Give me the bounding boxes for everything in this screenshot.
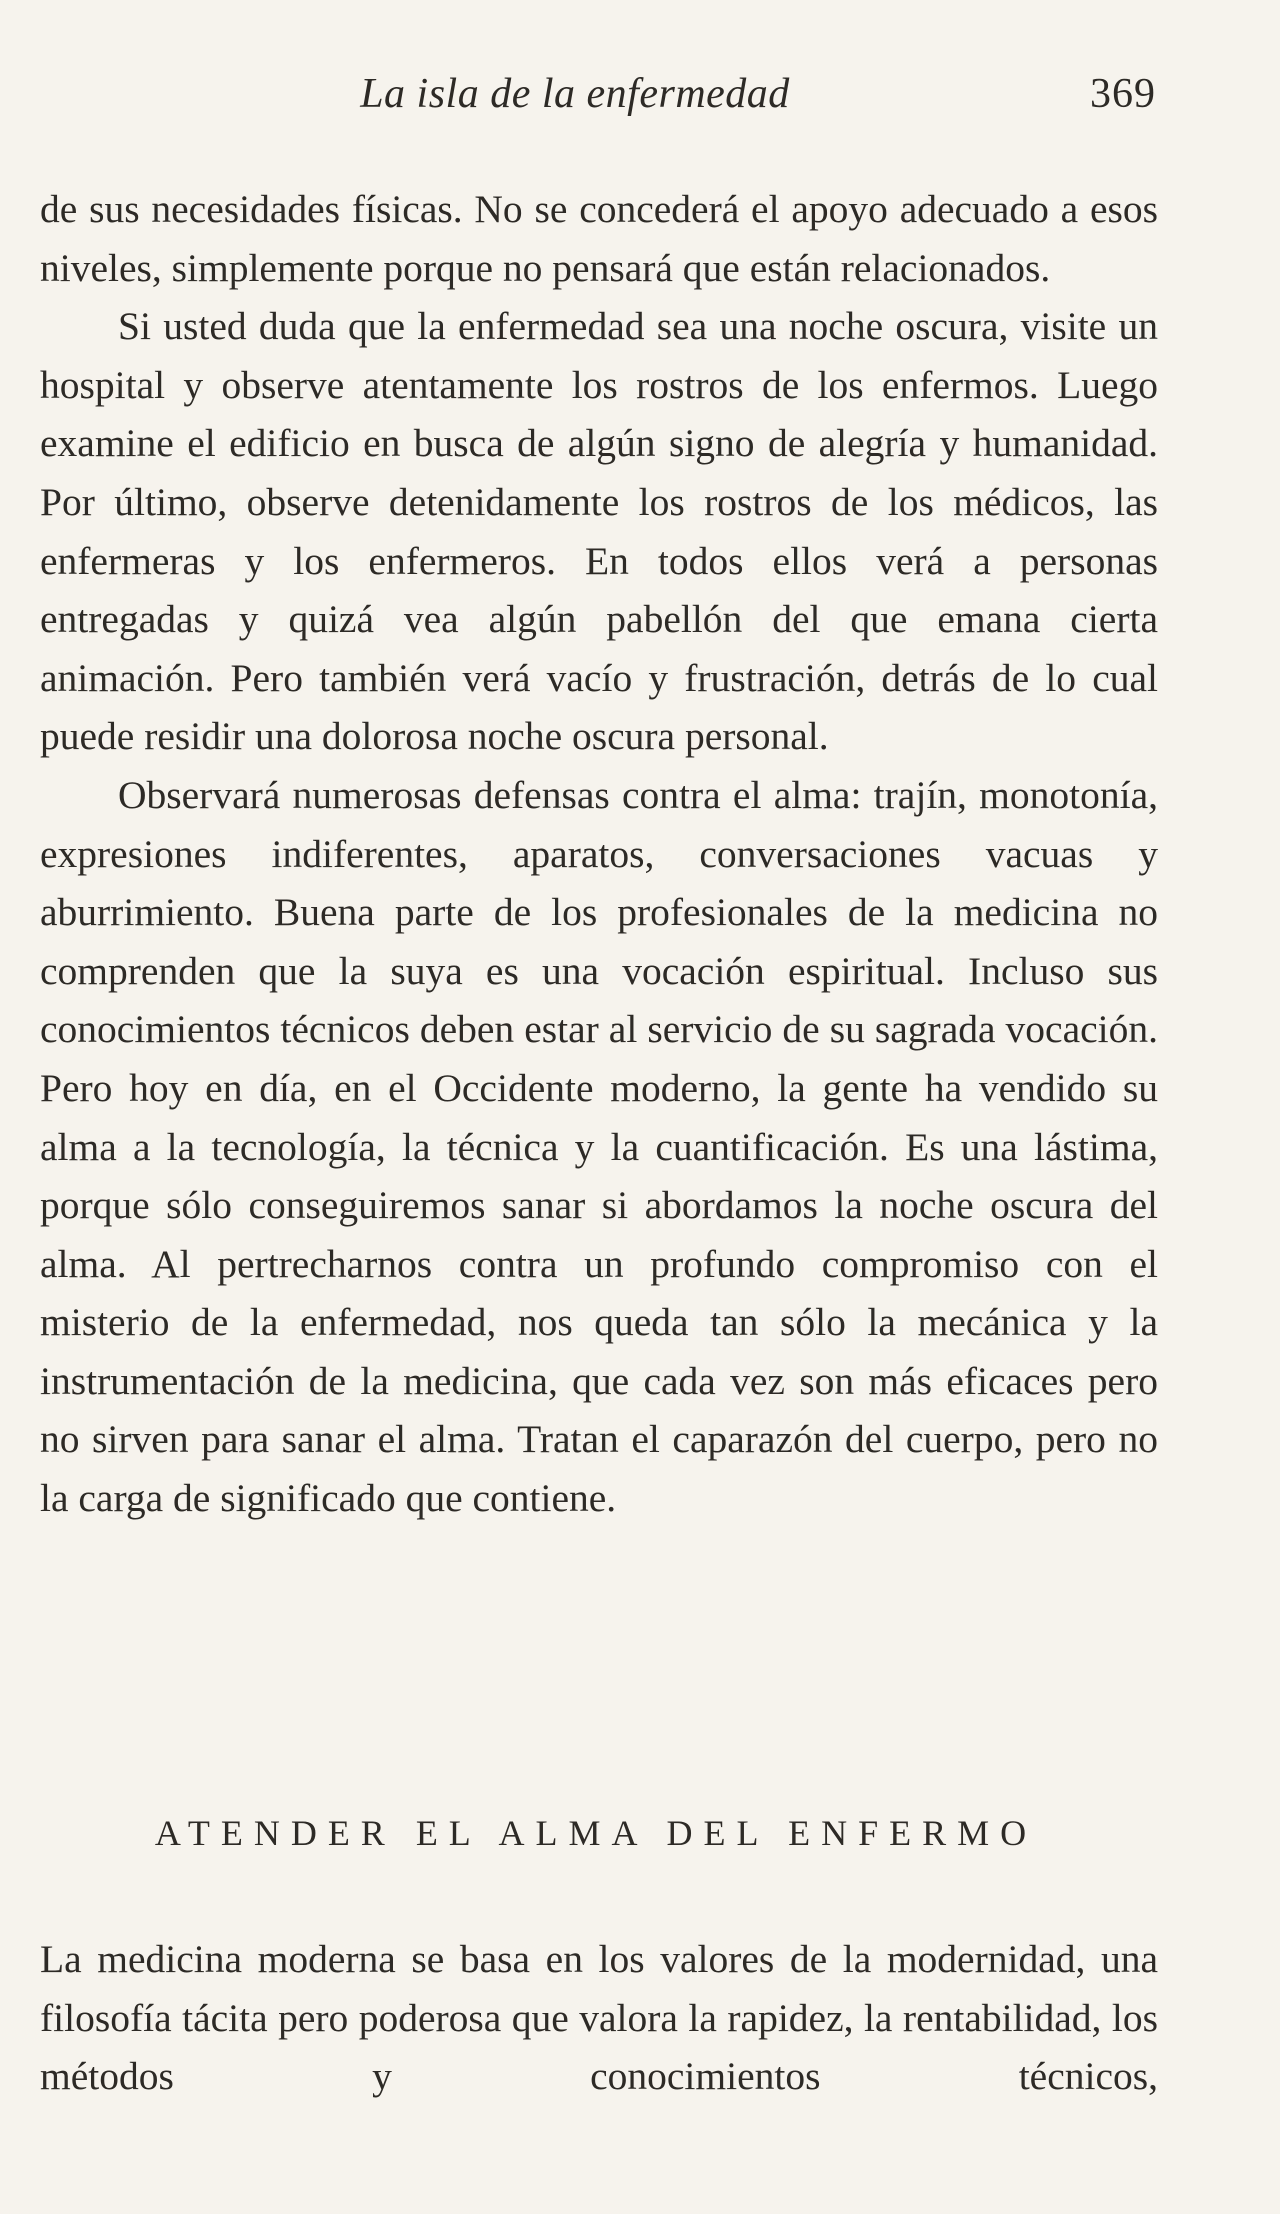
running-title: La isla de la enfermedad: [360, 71, 790, 117]
paragraph-section-opening: La medicina moderna se basa en los valores de la modernidad, una filosofía tácita pero poderosa que valora la rapidez, la rentabilidad, los métodos y conocimientos técnicos,: [40, 1937, 1158, 2099]
body-text-top: [40, 180, 1158, 1528]
paragraph-defenses: Observará numerosas defensas contra el alma: trajín, monotonía, expresiones indiferentes, aparatos, conversaciones vacuas y aburrimiento. Buena parte de los profesionales de la medicina no comprenden que la suya es una vocación espiritual. Incluso sus conocimientos técnicos deben estar al servicio de su sagrada vocación. Pero hoy en día, en el Occidente moderno, la gente ha vendido su alma a la tecnología, la técnica y la cuantificación. Es una lástima, porque sólo conseguiremos sanar si abordamos la noche oscura del alma. Al pertrecharnos contra un profundo compromiso con el misterio de la enfermedad, nos queda tan sólo la mecánica y la instrumentación de la medicina, que cada vez son más eficaces pero no sirven para sanar el alma. Tratan el caparazón del cuerpo, pero no la carga de significado que contiene.: [40, 772, 1158, 1521]
book-page: [40, 0, 1160, 2214]
paragraph-continuation: de sus necesidades físicas. No se concederá el apoyo adecuado a esos niveles, simplemente porque no pensará que están relacionados.: [40, 187, 1158, 290]
paragraph-hospital: Si usted duda que la enfermedad sea una noche oscura, visite un hospital y observe atentamente los rostros de los enfermos. Luego examine el edificio en busca de algún signo de alegría y humanidad. Por último, observe detenidamente los rostros de los médicos, las enfermeras y los enfermeros. En todos ellos verá a personas entregadas y quizá vea algún pabellón del que emana cierta animación. Pero también verá vacío y frustración, detrás de lo cual puede residir una dolorosa noche oscura personal.: [40, 304, 1158, 759]
running-header: [40, 62, 1160, 122]
body-text-section: [40, 1930, 1158, 2106]
section-heading: ATENDER EL ALMA DEL ENFERMO: [154, 1813, 1038, 1853]
page-number: 369: [1090, 71, 1156, 117]
